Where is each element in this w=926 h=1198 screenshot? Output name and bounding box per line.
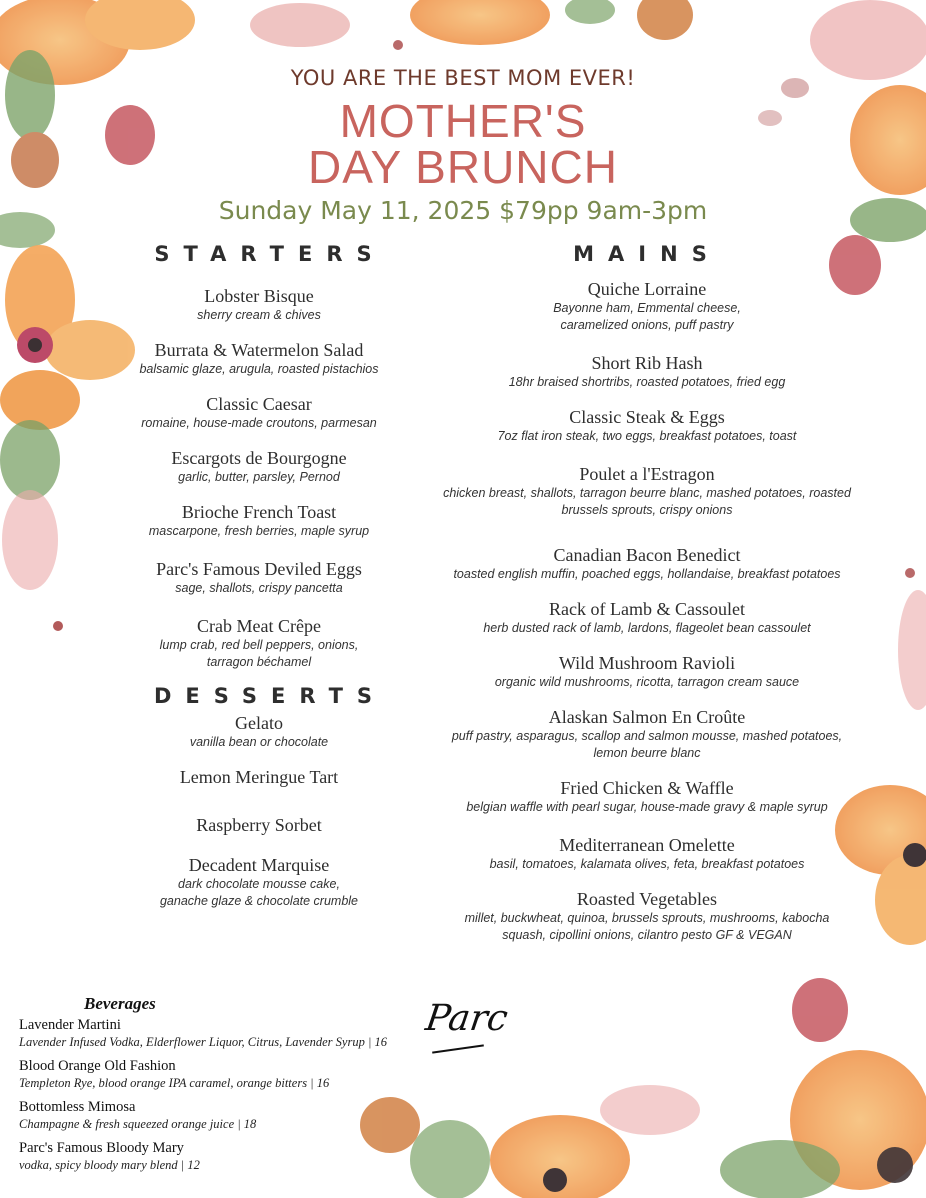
- item-desc: 7oz flat iron steak, two eggs, breakfast potatoes, toast: [497, 429, 797, 443]
- beverage-name: Bottomless Mimosa: [19, 1099, 136, 1115]
- item-desc: balsamic glaze, arugula, roasted pistachios: [139, 362, 379, 376]
- item-name: Gelato: [235, 713, 283, 733]
- menu-item: [100, 447, 418, 486]
- beverages-heading: Beverages: [84, 994, 156, 1013]
- item-name: Poulet a l'Estragon: [579, 464, 715, 484]
- item-desc-line2: tarragon béchamel: [206, 655, 312, 669]
- item-desc: 18hr braised shortribs, roasted potatoes, fried egg: [508, 375, 786, 389]
- item-name: Fried Chicken & Waffle: [560, 778, 734, 798]
- beverage-desc: Templeton Rye, blood orange IPA caramel, orange bitters | 16: [19, 1076, 330, 1090]
- menu-item: [100, 766, 418, 788]
- beverage-desc: Champagne & fresh squeezed orange juice | 18: [19, 1117, 257, 1131]
- item-desc: millet, buckwheat, quinoa, brussels sprouts, mushrooms, kabocha: [464, 911, 830, 925]
- item-name: Escargots de Bourgogne: [171, 448, 347, 468]
- logo-underline: [432, 1044, 484, 1053]
- item-name: Mediterranean Omelette: [559, 835, 735, 855]
- menu-item: [100, 339, 418, 378]
- menu-item: [100, 814, 418, 836]
- beverage-name: Parc's Famous Bloody Mary: [19, 1140, 184, 1156]
- item-name: Decadent Marquise: [188, 855, 330, 875]
- menu-item: [400, 888, 894, 944]
- beverage-desc: vodka, spicy bloody mary blend | 12: [19, 1158, 200, 1172]
- item-name: Lemon Meringue Tart: [179, 767, 339, 787]
- item-desc: herb dusted rack of lamb, lardons, flageolet bean cassoulet: [483, 621, 811, 635]
- menu-item: [100, 854, 418, 910]
- beverages-section: [19, 994, 429, 1180]
- beverage-item: [19, 1016, 429, 1051]
- item-name: Parc's Famous Deviled Eggs: [156, 559, 362, 579]
- item-desc-line2: caramelized onions, puff pastry: [560, 318, 734, 332]
- mains-heading: MAINS: [573, 242, 721, 266]
- menu-item: [100, 615, 418, 671]
- item-desc: sherry cream & chives: [197, 308, 321, 322]
- item-desc: puff pastry, asparagus, scallop and salmon mousse, mashed potatoes,: [451, 729, 843, 743]
- beverage-desc: Lavender Infused Vodka, Elderflower Liquor, Citrus, Lavender Syrup | 16: [19, 1035, 387, 1049]
- item-name: Alaskan Salmon En Croûte: [548, 707, 746, 727]
- page-title-line1: MOTHER'S: [339, 95, 587, 147]
- item-desc: belgian waffle with pearl sugar, house-made gravy & maple syrup: [466, 800, 828, 814]
- menu-item: [400, 834, 894, 873]
- item-name: Canadian Bacon Benedict: [553, 545, 741, 565]
- menu-item: [400, 706, 894, 762]
- menu-item: [400, 352, 894, 391]
- starters-heading: STARTERS: [154, 242, 386, 266]
- item-desc: romaine, house-made croutons, parmesan: [141, 416, 377, 430]
- menu-item: [400, 777, 894, 816]
- item-name: Short Rib Hash: [591, 353, 703, 373]
- menu-item: [400, 652, 894, 691]
- menu-item: [400, 406, 894, 445]
- tagline: YOU ARE THE BEST MOM EVER!: [290, 66, 636, 90]
- item-desc: dark chocolate mousse cake,: [178, 877, 340, 891]
- item-desc-line2: ganache glaze & chocolate crumble: [159, 894, 359, 908]
- item-desc: organic wild mushrooms, ricotta, tarragon cream sauce: [494, 675, 800, 689]
- item-name: Wild Mushroom Ravioli: [558, 653, 736, 673]
- item-desc: mascarpone, fresh berries, maple syrup: [148, 524, 370, 538]
- beverage-name: Blood Orange Old Fashion: [19, 1058, 176, 1074]
- item-desc-line2: lemon beurre blanc: [593, 746, 701, 760]
- beverage-item: [19, 1139, 429, 1174]
- item-name: Brioche French Toast: [181, 502, 337, 522]
- page-title-line2: DAY BRUNCH: [308, 141, 618, 193]
- menu-item: [400, 598, 894, 637]
- parc-logo: Parc: [423, 998, 511, 1039]
- item-name: Lobster Bisque: [204, 286, 314, 306]
- item-name: Burrata & Watermelon Salad: [154, 340, 364, 360]
- item-desc: Bayonne ham, Emmental cheese,: [553, 301, 741, 315]
- menu-item: [400, 463, 894, 519]
- item-desc: sage, shallots, crispy pancetta: [175, 581, 343, 595]
- item-name: Crab Meat Crêpe: [197, 616, 321, 636]
- item-name: Classic Steak & Eggs: [569, 407, 725, 427]
- item-desc: basil, tomatoes, kalamata olives, feta, breakfast potatoes: [489, 857, 805, 871]
- menu-item: [100, 712, 418, 751]
- menu-item: [100, 393, 418, 432]
- item-name: Rack of Lamb & Cassoulet: [549, 599, 745, 619]
- item-desc-line2: brussels sprouts, crispy onions: [561, 503, 733, 517]
- menu-item: [100, 501, 418, 540]
- item-name: Classic Caesar: [206, 394, 312, 414]
- item-desc: garlic, butter, parsley, Pernod: [178, 470, 340, 484]
- menu-item: [400, 278, 894, 334]
- menu-item: [100, 285, 418, 324]
- event-details: Sunday May 11, 2025 $79pp 9am-3pm: [218, 196, 708, 225]
- item-desc: chicken breast, shallots, tarragon beurre blanc, mashed potatoes, roasted: [443, 486, 851, 500]
- item-desc: vanilla bean or chocolate: [189, 735, 329, 749]
- desserts-heading: DESSERTS: [153, 684, 387, 708]
- item-name: Quiche Lorraine: [587, 279, 707, 299]
- beverage-item: [19, 1098, 429, 1133]
- item-desc-line2: squash, cipollini onions, cilantro pesto GF & VEGAN: [502, 928, 792, 942]
- beverage-name: Lavender Martini: [19, 1017, 121, 1033]
- menu-item: [100, 558, 418, 597]
- item-name: Roasted Vegetables: [576, 889, 718, 909]
- item-desc: toasted english muffin, poached eggs, hollandaise, breakfast potatoes: [453, 567, 841, 581]
- item-desc: lump crab, red bell peppers, onions,: [159, 638, 359, 652]
- beverage-item: [19, 1057, 429, 1092]
- item-name: Raspberry Sorbet: [196, 815, 322, 835]
- menu-item: [400, 544, 894, 583]
